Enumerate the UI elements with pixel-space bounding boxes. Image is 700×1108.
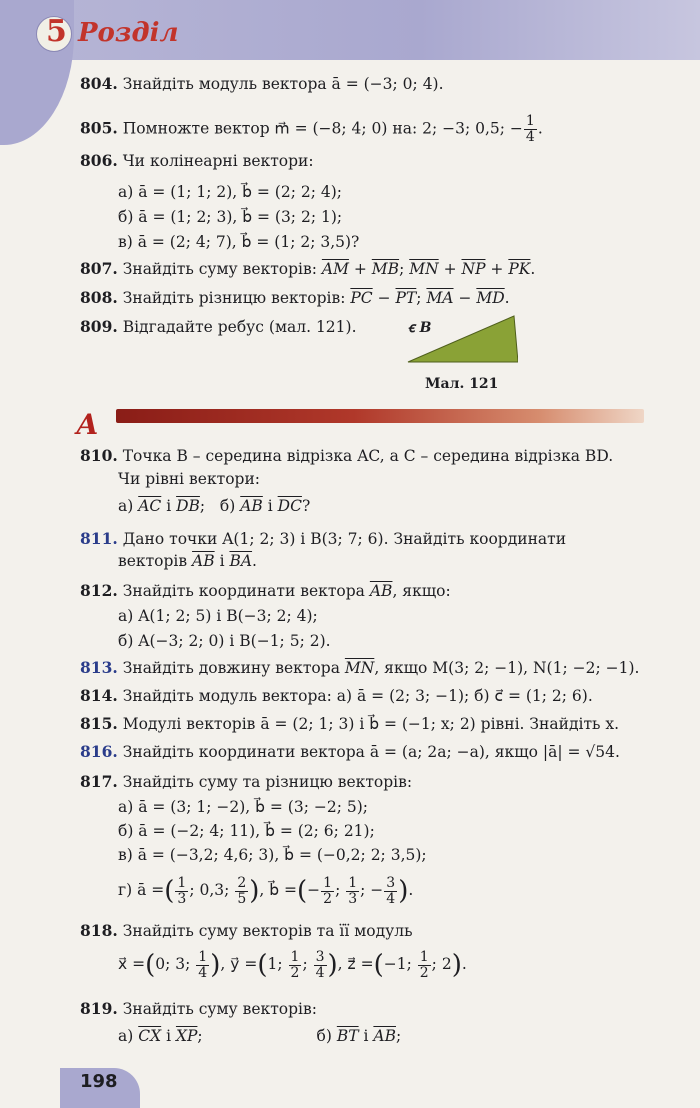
problem-text: Відгадайте ребус (мал. 121). [122, 318, 357, 336]
problem-817 [80, 772, 412, 792]
problem-number: 817. [80, 772, 118, 791]
problem-811 [80, 529, 566, 549]
chapter-title: Розділ [78, 18, 179, 48]
problem-text: Знайдіть модуль вектора ā = (−3; 0; 4). [122, 75, 444, 93]
problem-number: 818. [80, 921, 118, 940]
subitem-817c: в) ā = (−3,2; 4,6; 3), b⃗ = (−0,2; 2; 3,5); [118, 846, 427, 864]
subitem-806b: б) ā = (1; 2; 3), b⃗ = (3; 2; 1); [118, 208, 343, 226]
chapter-number: 5 [46, 14, 67, 49]
problem-814 [80, 686, 593, 706]
problem-number: 814. [80, 686, 118, 705]
problem-number: 806. [80, 151, 118, 170]
problem-816 [80, 742, 620, 762]
problem-number: 810. [80, 446, 118, 465]
problem-812: 812. Знайдіть координати вектора $\overline{AB}$, якщо: [80, 581, 451, 600]
problem-text: Помножте вектор m⃗ = (−8; 4; 0) на: 2; −3; 0,5; − [122, 119, 523, 138]
problem-text: Модулі векторів ā = (2; 1; 3) і b⃗ = (−1; x; 2) рівні. Знайдіть x. [122, 715, 620, 733]
problem-text: Знайдіть модуль вектора: а) ā = (2; 3; −1); б) c⃗ = (1; 2; 6). [122, 687, 593, 705]
fraction: $\frac{1}{4}$ [525, 113, 535, 145]
subitem-819: а) $\overline{CX}$ і $\overline{XP}$; б) $\overline{BT}$ і $\overline{AB}$; [118, 1027, 402, 1045]
subitem-817b: б) ā = (−2; 4; 11), b⃗ = (2; 6; 21); [118, 822, 375, 840]
problem-813: 813. Знайдіть довжину вектора $\overline{MN}$, якщо M(3; 2; −1), N(1; −2; −1). [80, 658, 640, 677]
problem-text: Знайдіть суму та різницю векторів: [122, 773, 413, 791]
problem-806 [80, 151, 314, 171]
problem-number: 816. [80, 742, 118, 761]
level-marker: А [76, 408, 99, 441]
problem-text: Знайдіть довжину вектора [122, 659, 340, 677]
problem-number: 819. [80, 999, 118, 1018]
problem-number: 809. [80, 317, 118, 336]
subitem-817d: г) ā =( $\frac{1}{3}$ ; 0,3; $\frac{2}{5}$ ), b⃗ =(− $\frac{1}{2}$ ; $\frac{1}{3}$ ; − $\frac{3}{4}$ ). [118, 874, 414, 907]
problem-819 [80, 999, 317, 1019]
problem-text: Точка B – середина відрізка AC, а C – середина відрізка BD. [122, 447, 614, 465]
problem-number: 805. [80, 118, 118, 138]
problem-810-line2: Чи рівні вектори: [118, 470, 261, 488]
subitem-810: а) $\overline{AC}$ і $\overline{DB}$; б) $\overline{AB}$ і $\overline{DC}$? [118, 497, 311, 515]
problem-number: 813. [80, 658, 118, 677]
page-number: 198 [80, 1071, 118, 1092]
problem-number: 808. [80, 288, 118, 307]
problem-text: Знайдіть суму векторів та її модуль [122, 922, 413, 940]
problem-number: 812. [80, 581, 118, 600]
problem-818 [80, 921, 413, 941]
problem-808: 808. Знайдіть різницю векторів: $\overline{PC} - \overline{PT}$; $\overline{MA} - \overline{MD}$. [80, 288, 510, 307]
problem-number: 811. [80, 529, 118, 548]
problem-815 [80, 714, 619, 734]
figure-letter: ꞓ B [408, 320, 432, 336]
problem-818-vectors: x⃗ =(0; 3; $\frac{1}{4}$ ), y⃗ =(1; $\frac{1}{2}$ ; $\frac{3}{4}$ ), z⃗ =(−1; $\frac{1}{2}$ ; 2). [118, 948, 467, 981]
subitem-806a: а) ā = (1; 1; 2), b⃗ = (2; 2; 4); [118, 183, 343, 201]
figure-caption: Мал. 121 [425, 376, 499, 392]
problem-text: Дано точки A(1; 2; 3) і B(3; 7; 6). Знайдіть координати [122, 530, 567, 548]
problem-text: Знайдіть координати вектора [122, 582, 365, 600]
problem-text: Знайдіть суму векторів: [122, 260, 317, 278]
subitem-806c: в) ā = (2; 4; 7), b⃗ = (1; 2; 3,5)? [118, 233, 360, 251]
subitem-817a: а) ā = (3; 1; −2), b⃗ = (3; −2; 5); [118, 798, 368, 816]
problem-number: 804. [80, 74, 118, 93]
problem-811-line2: векторів $\overline{AB}$ і $\overline{BA}$. [118, 552, 257, 570]
problem-text: Знайдіть координати вектора ā = (a; 2a; −a), якщо |ā| = √54. [122, 743, 620, 761]
problem-number: 815. [80, 714, 118, 733]
problem-809 [80, 317, 357, 337]
problem-810 [80, 446, 613, 466]
subitem-812b: б) A(−3; 2; 0) і B(−1; 5; 2). [118, 632, 331, 650]
level-bar [116, 409, 644, 423]
problem-807: 807. Знайдіть суму векторів: $\overline{AM} + \overline{MB}$; $\overline{MN} + \overline{NP} + \overline{PK}$. [80, 259, 536, 278]
subitem-812a: а) A(1; 2; 5) і B(−3; 2; 4); [118, 607, 318, 625]
problem-number: 807. [80, 259, 118, 278]
problem-804 [80, 74, 444, 94]
problem-text: Чи колінеарні вектори: [122, 152, 314, 170]
problem-805: 805. Помножте вектор m⃗ = (−8; 4; 0) на: 2; −3; 0,5; − $\frac{1}{4}$ . [80, 113, 543, 145]
problem-text: Знайдіть різницю векторів: [122, 289, 346, 307]
problem-text: Знайдіть суму векторів: [122, 1000, 317, 1018]
